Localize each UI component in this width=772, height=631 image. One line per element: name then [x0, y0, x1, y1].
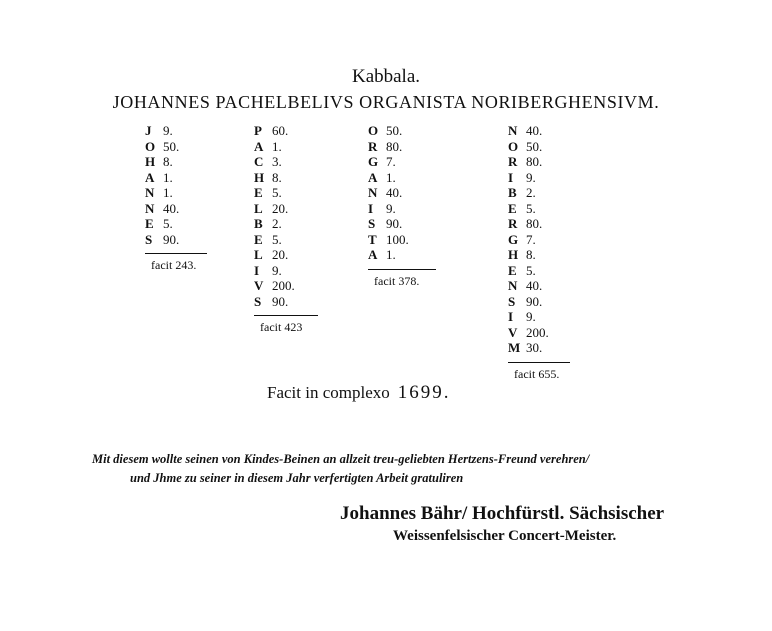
letter: S	[145, 231, 153, 247]
letter-value: 40.	[526, 123, 543, 138]
letter-row	[254, 170, 318, 186]
letter-value: 200.	[272, 278, 295, 293]
letter-value: 1.	[386, 169, 396, 185]
letter-row	[145, 185, 207, 201]
letter-value: 80.	[526, 216, 543, 231]
letter: V	[254, 278, 264, 293]
letter: A	[368, 247, 378, 262]
total-line	[267, 382, 451, 404]
letter: L	[254, 200, 263, 216]
column-pachelbelius	[254, 123, 318, 335]
letter: I	[508, 309, 514, 324]
letter: R	[508, 216, 518, 231]
letter: V	[508, 324, 518, 340]
column-sum: facit 423	[260, 320, 303, 334]
total-value: 1699.	[397, 382, 451, 403]
letter: E	[508, 262, 517, 278]
letter: A	[145, 169, 155, 185]
column-johannes	[145, 123, 207, 273]
letter-row	[508, 278, 570, 294]
letter: H	[254, 169, 265, 185]
letter-row	[508, 325, 570, 341]
subtitle: JOHANNES PACHELBELIVS ORGANISTA NORIBERGHENSIVM.	[112, 92, 660, 112]
letter-row	[508, 185, 570, 201]
letter-value: 80.	[386, 138, 403, 154]
letter-row	[368, 123, 436, 139]
letter: A	[254, 138, 264, 154]
letter-value: 7.	[386, 154, 396, 169]
signature-line-1: Johannes Bähr/ Hochfürstl. Sächsischer	[340, 503, 665, 524]
letter-value: 90.	[526, 293, 543, 309]
letter-row	[368, 170, 436, 186]
letter-value: 1.	[272, 138, 282, 154]
sum-rule	[145, 253, 207, 254]
letter-row	[508, 247, 570, 263]
letter-value: 8.	[272, 169, 282, 185]
letter-value: 90.	[272, 293, 289, 309]
letter-value: 9.	[526, 169, 536, 185]
letter-row	[368, 139, 436, 155]
letter-row	[145, 123, 207, 139]
column-sum: facit 243.	[151, 258, 197, 272]
letter: M	[508, 340, 521, 355]
letter-value: 5.	[272, 231, 282, 247]
letter-value: 3.	[272, 154, 282, 169]
letter-value: 50.	[386, 123, 403, 138]
letter-value: 5.	[163, 216, 173, 231]
letter: P	[254, 123, 262, 138]
title: Kabbala.	[351, 66, 421, 87]
letter-value: 90.	[386, 216, 403, 231]
letter-row	[508, 201, 570, 217]
letter-row	[508, 123, 570, 139]
letter-row	[508, 294, 570, 310]
letter: O	[145, 138, 156, 154]
letter-value: 5.	[526, 262, 536, 278]
letter-value: 9.	[526, 309, 536, 324]
letter-row	[368, 216, 436, 232]
column-sum: facit 378.	[374, 273, 420, 288]
letter: S	[254, 293, 262, 309]
letter: T	[368, 231, 377, 247]
letter: E	[145, 216, 154, 231]
letter-value: 50.	[163, 138, 180, 154]
letter-value: 100.	[386, 231, 409, 247]
letter-row	[368, 154, 436, 170]
letter-row	[368, 232, 436, 248]
letter: N	[145, 200, 155, 216]
letter-row	[254, 139, 318, 155]
letter-value: 40.	[526, 278, 543, 293]
letter: N	[508, 123, 518, 138]
letter-row	[145, 201, 207, 217]
letter: S	[368, 216, 376, 231]
letter: R	[368, 138, 378, 154]
letter-value: 9.	[386, 200, 396, 216]
letter: N	[508, 278, 518, 293]
sum-rule	[254, 315, 318, 316]
letter: O	[368, 123, 379, 138]
letter-value: 80.	[526, 154, 543, 169]
total-label: Facit in complexo	[267, 383, 390, 402]
letter-value: 20.	[272, 200, 289, 216]
letter: A	[368, 169, 378, 185]
letter-row	[254, 278, 318, 294]
letter-row	[508, 170, 570, 186]
letter-value: 1.	[386, 247, 396, 262]
sum-rule	[508, 362, 570, 363]
letter: N	[368, 185, 378, 200]
letter-value: 20.	[272, 247, 289, 262]
letter-value: 40.	[163, 200, 180, 216]
letter-row	[254, 185, 318, 201]
letter-row	[368, 201, 436, 217]
letter: G	[368, 154, 379, 169]
letter: C	[254, 154, 264, 169]
letter-row	[508, 263, 570, 279]
letter: I	[254, 262, 260, 278]
letter-row	[508, 216, 570, 232]
letter-row	[254, 201, 318, 217]
letter: L	[254, 247, 263, 262]
letter-row	[254, 247, 318, 263]
signature-line-2: Weissenfelsischer Concert-Meister.	[393, 528, 617, 544]
letter-value: 90.	[163, 231, 180, 247]
letter-row	[508, 232, 570, 248]
letter-value: 5.	[526, 200, 536, 216]
letter: E	[254, 231, 263, 247]
letter-value: 40.	[386, 185, 403, 200]
letter: B	[508, 185, 517, 200]
column-organista	[368, 123, 436, 289]
letter-value: 9.	[163, 123, 173, 138]
letter-row	[254, 216, 318, 232]
sum-rule	[368, 269, 436, 270]
letter: H	[145, 154, 156, 169]
letter-value: 2.	[272, 216, 282, 231]
letter-value: 1.	[163, 185, 173, 200]
letter-row	[254, 154, 318, 170]
letter-row	[145, 170, 207, 186]
letter: O	[508, 138, 519, 154]
letter: I	[508, 169, 514, 185]
letter-value: 2.	[526, 185, 536, 200]
column-noriberghensium	[508, 123, 570, 382]
letter: J	[145, 123, 152, 138]
letter: H	[508, 247, 519, 262]
letter-row	[145, 154, 207, 170]
letter-row	[508, 154, 570, 170]
letter: G	[508, 231, 519, 247]
letter-value: 30.	[526, 340, 543, 355]
letter-value: 7.	[526, 231, 536, 247]
letter-row	[508, 309, 570, 325]
letter-value: 1.	[163, 169, 173, 185]
letter: E	[508, 200, 517, 216]
letter-row	[508, 139, 570, 155]
letter-row	[145, 139, 207, 155]
letter-value: 8.	[163, 154, 173, 169]
letter-row	[254, 232, 318, 248]
letter-row	[254, 294, 318, 310]
letter-value: 60.	[272, 123, 289, 138]
letter: B	[254, 216, 263, 231]
letter-value: 50.	[526, 138, 543, 154]
dedication-line-1: Mit diesem wollte seinen von Kindes-Beinen an allzeit treu-geliebten Hertzens-Freund verehren/	[92, 452, 590, 466]
letter-row	[508, 340, 570, 356]
letter-row	[145, 216, 207, 232]
letter: E	[254, 185, 263, 200]
letter-row	[368, 185, 436, 201]
letter: I	[368, 200, 374, 216]
letter-row	[368, 247, 436, 263]
letter-row	[254, 123, 318, 139]
letter-row	[145, 232, 207, 248]
letter-value: 9.	[272, 262, 282, 278]
dedication-line-2: und Jhme zu seiner in diesem Jahr verfertigten Arbeit gratuliren	[130, 471, 464, 485]
column-sum: facit 655.	[514, 366, 560, 381]
letter-value: 200.	[526, 324, 549, 340]
letter: N	[145, 185, 155, 200]
letter: R	[508, 154, 518, 169]
letter-row	[254, 263, 318, 279]
letter-value: 5.	[272, 185, 282, 200]
letter-value: 8.	[526, 247, 536, 262]
letter: S	[508, 293, 516, 309]
